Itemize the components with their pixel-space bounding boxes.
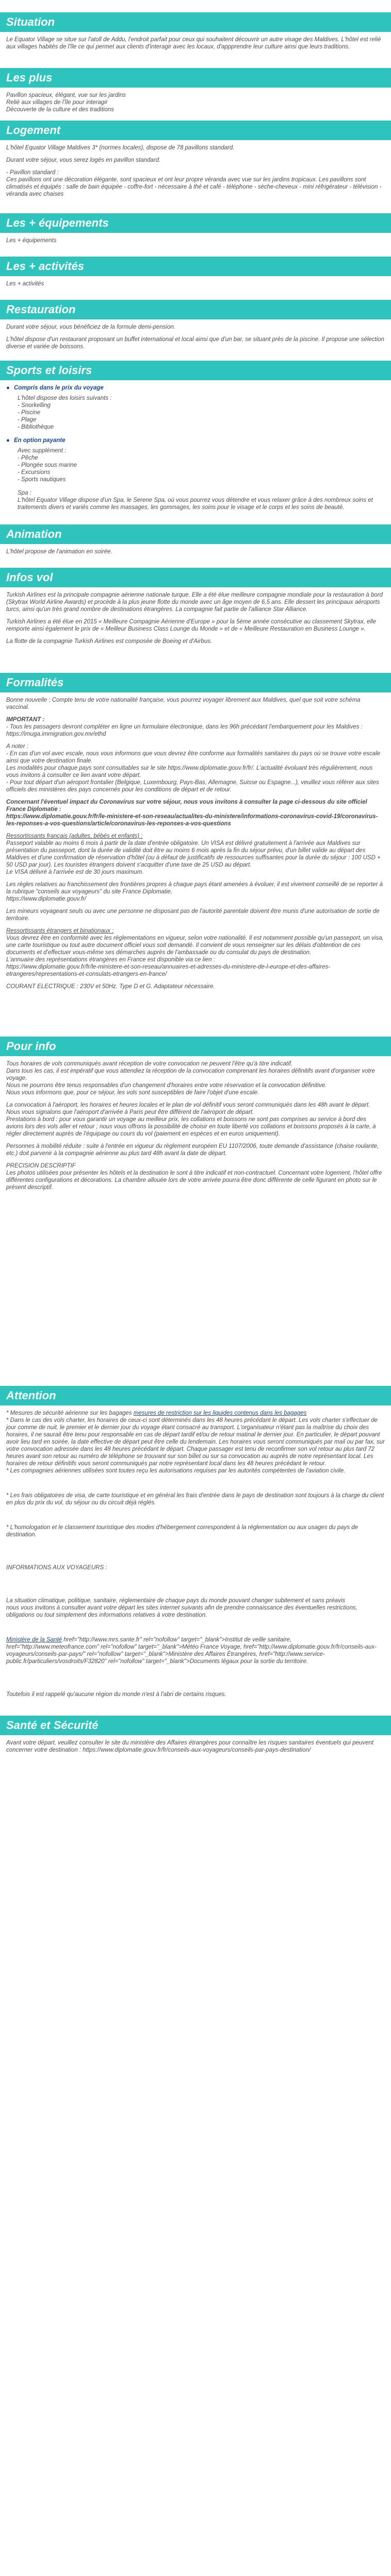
plus-item: Relié aux villages de l'île pour interagir [6, 99, 108, 106]
section-title: Logement [0, 121, 391, 140]
formalites-important-label: IMPORTANT : [6, 717, 45, 723]
sante-text: Avant votre départ, veuillez consulter le site du ministère des Affaires étrangères pour connaître les risques sanitaires éventuels qui peuvent concerner votre destination : https://www.diplomatie.gouv.fr/fr/conseils-aux-voyageurs/conseils-par-pays-destination/ [6, 1740, 374, 1753]
equipements-text: Les + équipements [6, 238, 57, 244]
liquids-restriction-link[interactable]: mesures de restriction sur les liquides contenus dans les bagages [133, 1410, 307, 1416]
restauration-text: L'hôtel dispose d'un restaurant proposant un buffet international et local ainsi que d'un bar, se situant près de la piscine. Il propose une sélection diverse et variée de boissons. [6, 336, 384, 350]
section-sports [0, 361, 391, 511]
attention-classification: * L'homologation et le classement touristique des modes d'hébergement correspondent à la réglementation ou aux usages du pays de destination. [6, 1524, 359, 1538]
pourinfo-pmr: Personnes à mobilité réduite : suite à l'entrée en vigueur du règlement européen EU 1107/2006, toute demande d'assistance (chaise roulante, etc.) doit parvenir à la compagnie aérienne au plus tard 48h avant la date de départ. [6, 1143, 379, 1157]
section-title: Animation [0, 524, 391, 544]
section-title: Pour info [0, 1037, 391, 1056]
section-situation [0, 12, 391, 56]
situation-text: Le Equator Village se situe sur l'atoll de Addu, l'endroit parfait pour ceux qui souhaitent découvrir un autre visage des Maldives. L'hôtel est relié aux villages habités de l'île ce qui permet aux clients d'interagir avec les locaux, d'appprendre leur culture ainsi que leurs traditions. [6, 37, 381, 50]
sports-included-intro: L'hôtel dispose des loisirs suivants : [18, 395, 112, 401]
section-pourinfo [0, 1037, 391, 1196]
animation-text: L'hôtel propose de l'animation en soirée. [6, 549, 112, 555]
pourinfo-schedules: Tous horaires de vols communiqués avant réception de votre convocation ne peuvent l'être qu'à titre indicatif. Dans tous les cas, il est impératif que vous attendiez la réception de la convocation comprenant les horaires définitifs avant d'organiser votre voyage. Nous ne pourrons être tenus responsables d'un changement d'horaires entre votre réservation et la convocation définitive. Nous vous informons que, pour ce séjour, les vols sont susceptibles de faire l'objet d'une escale. [6, 1061, 375, 1096]
attention-travelers-heading: INFORMATIONS AUX VOYAGEURS : [6, 1565, 107, 1571]
pourinfo-photos: PRECISION DESCRIPTIF Les photos utilisées pour présenter les hôtels et la destination le sont à titre indicatif et non-contractuel. Concernant votre logement, l'hôtel offre différentes configurations et décorations. La chambre allouée lors de votre arrivée pourra être donc différente de celle figurant en photo sur le présent descriptif. [6, 1163, 382, 1191]
sports-included-heading: ● Compris dans le prix du voyage [6, 384, 385, 392]
formalites-note: - En cas d'un vol avec escale, nous vous informons que vous devrez être conforme aux formalités sanitaires du pays où se trouve votre escale ainsi que votre destination finale. Les modalités pour chaque pays sont consultables sur le site https://www.diplomatie.gouv.fr/fr/. L'actualité évoluant très régulièrement, nous vous invitons à consulter ce lien avant votre départ. - Pour tout départ d'un aéroport frontalier (Belgique, Luxembourg, Pays-Bas, Allemagne, Suisse ou Espagne...), veuillez vous référer aux sites officiels des ministères des pays concernés pour les conditions de départ et de retour. [6, 751, 381, 793]
section-activites [0, 257, 391, 293]
formalites-foreign-heading: Ressortissants étrangers et binationaux : [6, 928, 114, 934]
ministry-health-link[interactable]: Ministère de la Santé [6, 1637, 62, 1643]
attention-charter-text: * Dans le cas des vols charter, les horaires de ceux-ci sont déterminés dans les 48 heures précédant le départ. Les vols charter s'effectuer de jour comme de nuit, le premier et le dernier jour du voyage étant consacré au transport. L'organisateur n'étant pas la maîtrise du choix des horaires, il ne saurait être tenu pour responsable en cas de départ tardif et/ou de retour matinal le dernier jour. En particulier, le départ pouvant avoir lieu tard en soirée, la date effective de départ peut être celle du lendemain. Les horaires vous seront communiqués par mail ou par fax, sur votre convocation adressée dans les 48 heures précédant le départ. Chaque passager est tenu de reconfirmer son vol retour au plus tard 72 heures avant son retour au numéro de téléphone se trouvant sur son billet ou sur sa convocation au auprès de notre représentant local. Les horaires de retour définitifs vous seront communiqués par notre représentant local dans les 48 heures précédant le retour. * Les compagnies aériennes utilisées sont toutes reçu les autorisations requises par les autorités compétentes de l'aviation civile. [6, 1417, 385, 1474]
sports-item: - Snorkelling [18, 402, 51, 409]
sports-item: - Pêche [18, 455, 38, 461]
formalites-borders: Les règles relatives au franchissement des frontières propres à chaque pays étant amenées à évoluer, il est vivement conseillé de se reporter à la rubrique "conseils aux voyageurs" du site France Diplomatie, https://www.diplomatie.gouv.fr/ [6, 882, 383, 902]
infovol-awards: Turkish Airlines a été élue en 2015 « Meilleure Compagnie Aérienne d'Europe » pour la 5ème année consécutive au classement Skytrax, elle remporte ainsi également le prix de « Meilleur Business Class Lounge du Monde » et de « Meilleure Restauration en Business Lounge ». [6, 619, 377, 632]
pourinfo-convocation: La convocation à l'aéroport, les horaires et heures locales et le plan de vol définitif vous seront communiqués dans les 48h avant le départ. Nous vous signalons que l'aéroport d'arrivée à Paris peut être différent de l'aéroport de départ. Prestations à bord : pour vous garantir un voyage au meilleur prix, les collations et boissons ne sont pas comprises au service à bord des avions lors des vols aller et retour ; nous vous offrons la possibilité de choisir en toute liberté vos collations et boissons proposés à la carte, à régler directement auprès de l'équipage ou cours du vol (paiement en espèces et en euros uniquement). [6, 1102, 376, 1137]
attention-links-text: href="http://www.mrs.sante.fr" rel="nofollow" target="_blank">Institut de veille sanitaire, href="http://www.meteofrance.com" rel="nofollow" target="_blank">Météo France Voyage, href="http://www.diplomatie.gouv.fr/fr/conseils-aux-voyageurs/conseils-par-pays/" rel="nofollow" target="_blank">Ministère des Affaires Étrangères, href="http://www.service-public.fr/particuliers/vosdroits/F32820" rel="nofollow" target="_blank">Documents légaux pour la sortie du territoire. [6, 1637, 377, 1665]
section-title: Infos vol [0, 568, 391, 587]
spa-label: Spa : [18, 490, 31, 496]
section-title: Sports et loisirs [0, 361, 391, 380]
section-title: Les + activités [0, 257, 391, 276]
section-plus [0, 68, 391, 113]
formalites-power: COURANT ELECTRIQUE : 230V et 50Hz. Type D et G. Adaptateur nécessaire. [6, 984, 215, 990]
section-restauration [0, 300, 391, 355]
formalites-note-label: A noter : [6, 743, 29, 750]
section-title: Attention [0, 1386, 391, 1405]
section-formalites [0, 673, 391, 995]
formalites-corona: Concernant l'éventuel impact du Coronavirus sur votre séjour, nous vous invitons à consulter la page ci-dessous du site officiel France Diplomatie : [6, 799, 367, 812]
section-title: Restauration [0, 300, 391, 319]
infovol-fleet: La flotte de la compagnie Turkish Airlines est composée de Boeing et d'Airbus. [6, 638, 213, 645]
logement-stay: Durant votre séjour, vous serez logés en pavillon standard. [6, 157, 161, 163]
attention-climate: La situation climatique, politique, sanitaire, réglementaire de chaque pays du monde pouvant changer subitement et sans préavis nous vous invitons à consulter avant votre départ les sites internet suivants afin de prendre connaissance des éventuelles restrictions, obligations ou tout simplement des informations relatives à votre destination. [6, 1598, 357, 1618]
plus-item: Pavillon spacieux, élégant, vue sur les jardins [6, 92, 126, 98]
sports-item: - Bibliothèque [18, 424, 54, 430]
infovol-text: Turkish Airlines est la principale compagnie aérienne nationale turque. Elle a été élue meilleure compagnie mondiale pour la restauration à bord (Skytrax World Airline Awards) et procède à la plus jeune flotte du monde avec un âge moyen de 6,5 ans. Elle dessert les principaux aéroports turcs, ainsi qu'un très grand nombre de destinations étrangères. La compagnie fait partie de l'alliance Star Alliance. [6, 592, 383, 613]
formalites-corona-link[interactable]: https://www.diplomatie.gouv.fr/fr/le-ministere-et-son-reseau/actualites-du-ministere/informations-coronavirus-covid-19/coronavirus-les-reponses-a-vos-questions/article/coronavirus-les-reponses-a-vos-questions [6, 814, 378, 827]
attention-security-text: * Mesures de sécurité aérienne sur les bagages [6, 1410, 134, 1416]
formalites-french-heading: Ressortissants français (adultes, bébés et enfants) : [6, 833, 143, 839]
sports-item: - Plongée sous marine [18, 462, 77, 468]
sports-item: - Piscine [18, 410, 41, 416]
section-title: Santé et Sécurité [0, 1716, 391, 1735]
logement-pavillon: - Pavillon standard : Ces pavillons ont une décoration élégante, sont spacieux et ont leur propre véranda avec vue sur les jardins tropicaux. Les pavillons sont climatisés et équipés : salle de bain équipée - coffre-fort - nécessaire à thé et café - téléphone - sèche-cheveux - mini réfrigérateur - télévision - véranda avec chaises [6, 170, 382, 197]
formalites-news: Bonne nouvelle : Compte tenu de votre nationalité française, vous pourrez voyager librement aux Maldives, quel que soit votre schéma vaccinal. [6, 697, 361, 710]
sports-optional-heading: ● En option payante [6, 437, 385, 444]
section-title: Les plus [0, 68, 391, 88]
section-attention [0, 1386, 391, 1703]
section-animation [0, 524, 391, 561]
spa-text: L'hôtel Equator Village dispose d'un Spa, le Serene Spa, où vous pourrez vous détendre et vous relaxer grâce à des nombreux soins et traitements divers et variés comme les massages, les gommages, les soins pour le visage et le corps et les soins de beauté. [18, 497, 373, 511]
attention-charter [6, 1410, 385, 1475]
formalites-foreign-text: Vous devrez être en conformité avec les réglementations en vigueur, selon votre nationalité. Il est notamment possible qu'un passeport, un visa, une carte touristique ou tout autre document officiel vous soit demandé. Il convient de vous renseigner sur les délais d'obtention de ces documents et d'effectuer vous-même ses démarches auprès de l'ambassade ou du consulat du pays de destination. L'annuaire des représentations étrangères en France est disponible via ce lien : https://www.diplomatie.gouv.fr/fr/le-ministere-et-son-reseau/annuaires-et-adresses-du-ministere-de-l-europe-et-des-affaires-etrangeres/representations-et-consulats-etrangers-en-france/ [6, 935, 384, 977]
section-equipements [0, 213, 391, 249]
activites-text: Les + activités [6, 281, 44, 287]
section-title: Formalités [0, 673, 391, 692]
section-title: Les + équipements [0, 213, 391, 233]
plus-item: Découverte de la culture et des traditions [6, 107, 115, 113]
section-logement [0, 121, 391, 203]
section-infovol [0, 568, 391, 650]
sports-item: - Excursions [18, 469, 51, 476]
formalites-minors: Les mineurs voyageant seuls ou avec une personne ne disposant pas de l'autorité parentale doivent être munis d'une autorisation de sortie de territoire. [6, 908, 380, 922]
formalites-french-text: Passeport valable au moins 6 mois à partir de la date d'entrée obligatoire. Un VISA est délivré gratuitement à l'arrivée aux Maldives sur présentation du passeport, dont la durée de validité doit être au moins 6 mois après la fin du séjour prévu, d'un billet valide au départ des Maldives et d'une confirmation de réservation d'hôtel (ou à défaut de justificatifs de ressources suffisantes pour la durée du séjour : 100 USD + 50 USD par jour). Les touristes étrangers doivent s'acquitter d'une taxe de 25 USD au départ. Le VISA délivré à l'arrivée est de 30 jours maximum. [6, 840, 381, 875]
restauration-formula: Durant votre séjour, vous bénéficiez de la formule demi-pension. [6, 324, 175, 330]
section-sante [0, 1716, 391, 1759]
sports-optional-intro: Avec supplément : [18, 448, 67, 454]
formalites-online-form: - Tous les passagers devront compléter en ligne un formulaire électronique, dans les 96h précédant l'embarquement pour les Maldives : https://imuga.immigration.gov.mv/ethd [6, 724, 363, 737]
sports-item: - Plage [18, 417, 37, 423]
attention-visa-fees: * Les frais obligatoires de visa, de carte touristique et en général les frais d'entrée dans le pays de destination sont toujours à la charge du client en plus du prix du vol, du séjour ou du circuit déjà réglés. [6, 1493, 384, 1506]
sports-item: - Sports nautiques [18, 477, 66, 483]
logement-intro: L'hôtel Equator Village Maldives 3* (normes locales), dispose de 78 pavillons standard. [6, 145, 235, 151]
attention-risks: Toutefois il est rappelé qu'aucune région du monde n'est à l'abri de certains risques. [6, 1691, 226, 1698]
attention-links [6, 1636, 385, 1665]
section-title: Situation [0, 12, 391, 32]
